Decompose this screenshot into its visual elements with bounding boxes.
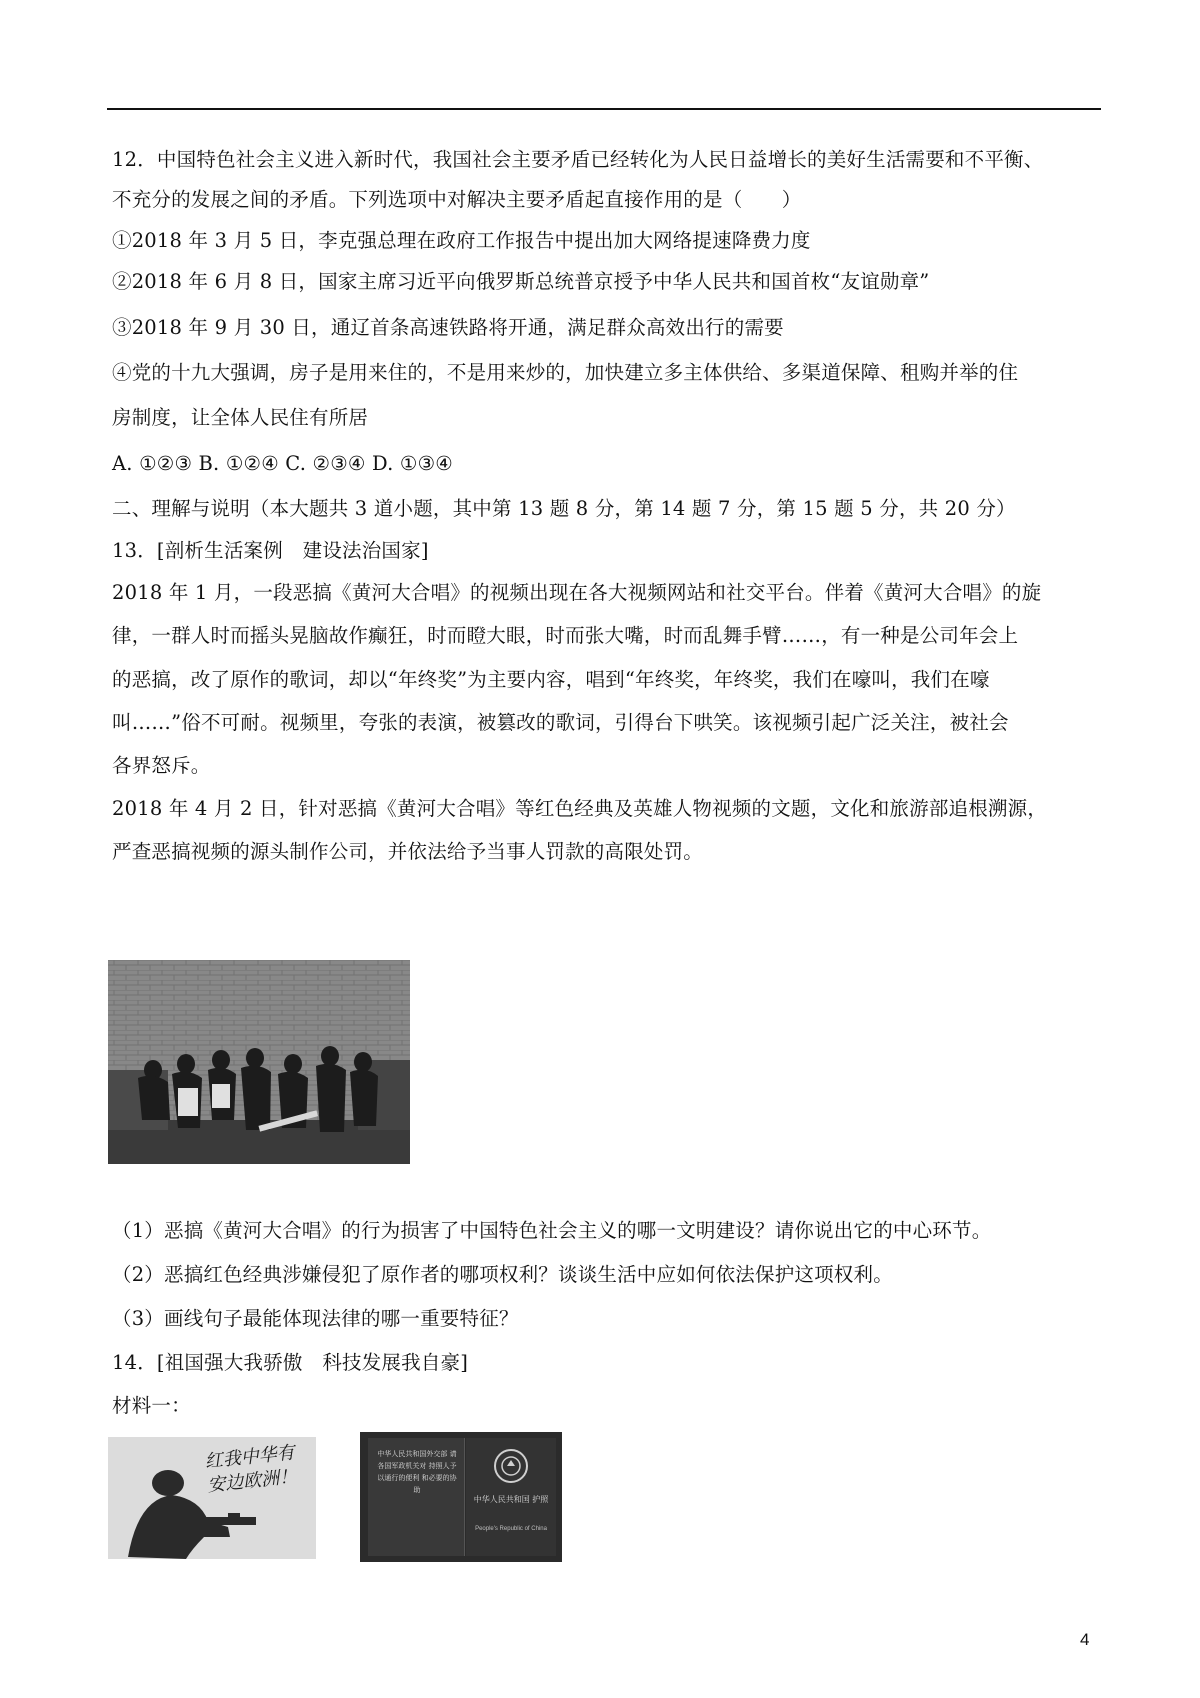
passport-cover-title: 中华人民共和国 护照 [473,1495,549,1504]
sub-question-1: （1）恶搞《黄河大合唱》的行为损害了中国特色社会主义的哪一文明建设？请你说出它的中心环节。 [112,1219,992,1242]
option-1: ①2018 年 3 月 5 日，李克强总理在政府工作报告中提出加大网络提速降费力度 [112,229,811,252]
case-paragraph-1-line-3: 的恶搞，改了原作的歌词，却以“年终奖”为主要内容，唱到“年终奖，年终奖，我们在嚎叫，我们在嚎 [112,668,990,691]
question-14-title: 14．[祖国强大我骄傲 科技发展我自豪] [112,1351,469,1374]
header-rule [107,108,1101,110]
option-2: ②2018 年 6 月 8 日，国家主席习近平向俄罗斯总统普京授予中华人民共和国首枚“友谊勋章” [112,270,930,293]
option-3: ③2018 年 9 月 30 日，通辽首条高速铁路将开通，满足群众高效出行的需要 [112,316,784,339]
spoof-performance-photo [108,960,410,1164]
option-4-line-1: ④党的十九大强调，房子是用来住的，不是用来炒的，加快建立多主体供给、多渠道保障、租购并举的住 [112,361,1019,384]
answer-choices: A. ①②③ B. ①②④ C. ②③④ D. ①③④ [112,452,453,475]
section-2-heading: 二、理解与说明（本大题共 3 道小题，其中第 13 题 8 分，第 14 题 7 分，第 15 题 5 分，共 20 分） [112,497,1016,520]
passport-notice-text: 中华人民共和国外交部 请各国军政机关对 持照人予以通行的便利 和必要的协助 [377,1450,457,1494]
case-paragraph-1-line-4: 叫……”俗不可耐。视频里，夸张的表演，被篡改的歌词，引得台下哄笑。该视频引起广泛关注，被社会 [112,711,1009,734]
question-12-line-1: 12．中国特色社会主义进入新时代，我国社会主要矛盾已经转化为人民日益增长的美好生活需要和不平衡、 [112,148,1044,171]
page-number: 4 [1080,1630,1090,1649]
option-4-line-2: 房制度，让全体人民住有所居 [112,406,369,429]
case-paragraph-1-line-2: 律，一群人时而摇头晃脑故作癫狂，时而瞪大眼，时而张大嘴，时而乱舞手臂……，有一种是公司年会上 [112,624,1019,647]
case-paragraph-1-line-5: 各界怒斥。 [112,754,211,777]
soldier-poster-photo [108,1437,316,1559]
case-paragraph-1-line-1: 2018 年 1 月，一段恶搞《黄河大合唱》的视频出现在各大视频网站和社交平台。伴着《黄河大合唱》的旋 [112,581,1042,604]
question-13-title: 13．[剖析生活案例 建设法治国家] [112,539,429,562]
passport-photo [360,1432,562,1562]
question-12-line-2: 不充分的发展之间的矛盾。下列选项中对解决主要矛盾起直接作用的是（ ） [112,188,802,211]
sub-question-2: （2）恶搞红色经典涉嫌侵犯了原作者的哪项权利？谈谈生活中应如何依法保护这项权利。 [112,1263,893,1286]
sub-question-3: （3）画线句子最能体现法律的哪一重要特征？ [112,1307,519,1330]
case-paragraph-2-line-2: 严查恶搞视频的源头制作公司，并依法给予当事人罚款的高限处罚。 [112,840,704,863]
passport-inner-page [368,1438,465,1556]
passport-cover [466,1438,556,1556]
poster-calligraphy: 红我中华有 安边欧洲！ [203,1442,299,1497]
passport-cover-english: People's Republic of China [475,1526,547,1532]
case-paragraph-2-line-1: 2018 年 4 月 2 日，针对恶搞《黄河大合唱》等红色经典及英雄人物视频的文题，文化和旅游部追根溯源， [112,797,1048,820]
material-1-label: 材料一： [112,1394,191,1417]
